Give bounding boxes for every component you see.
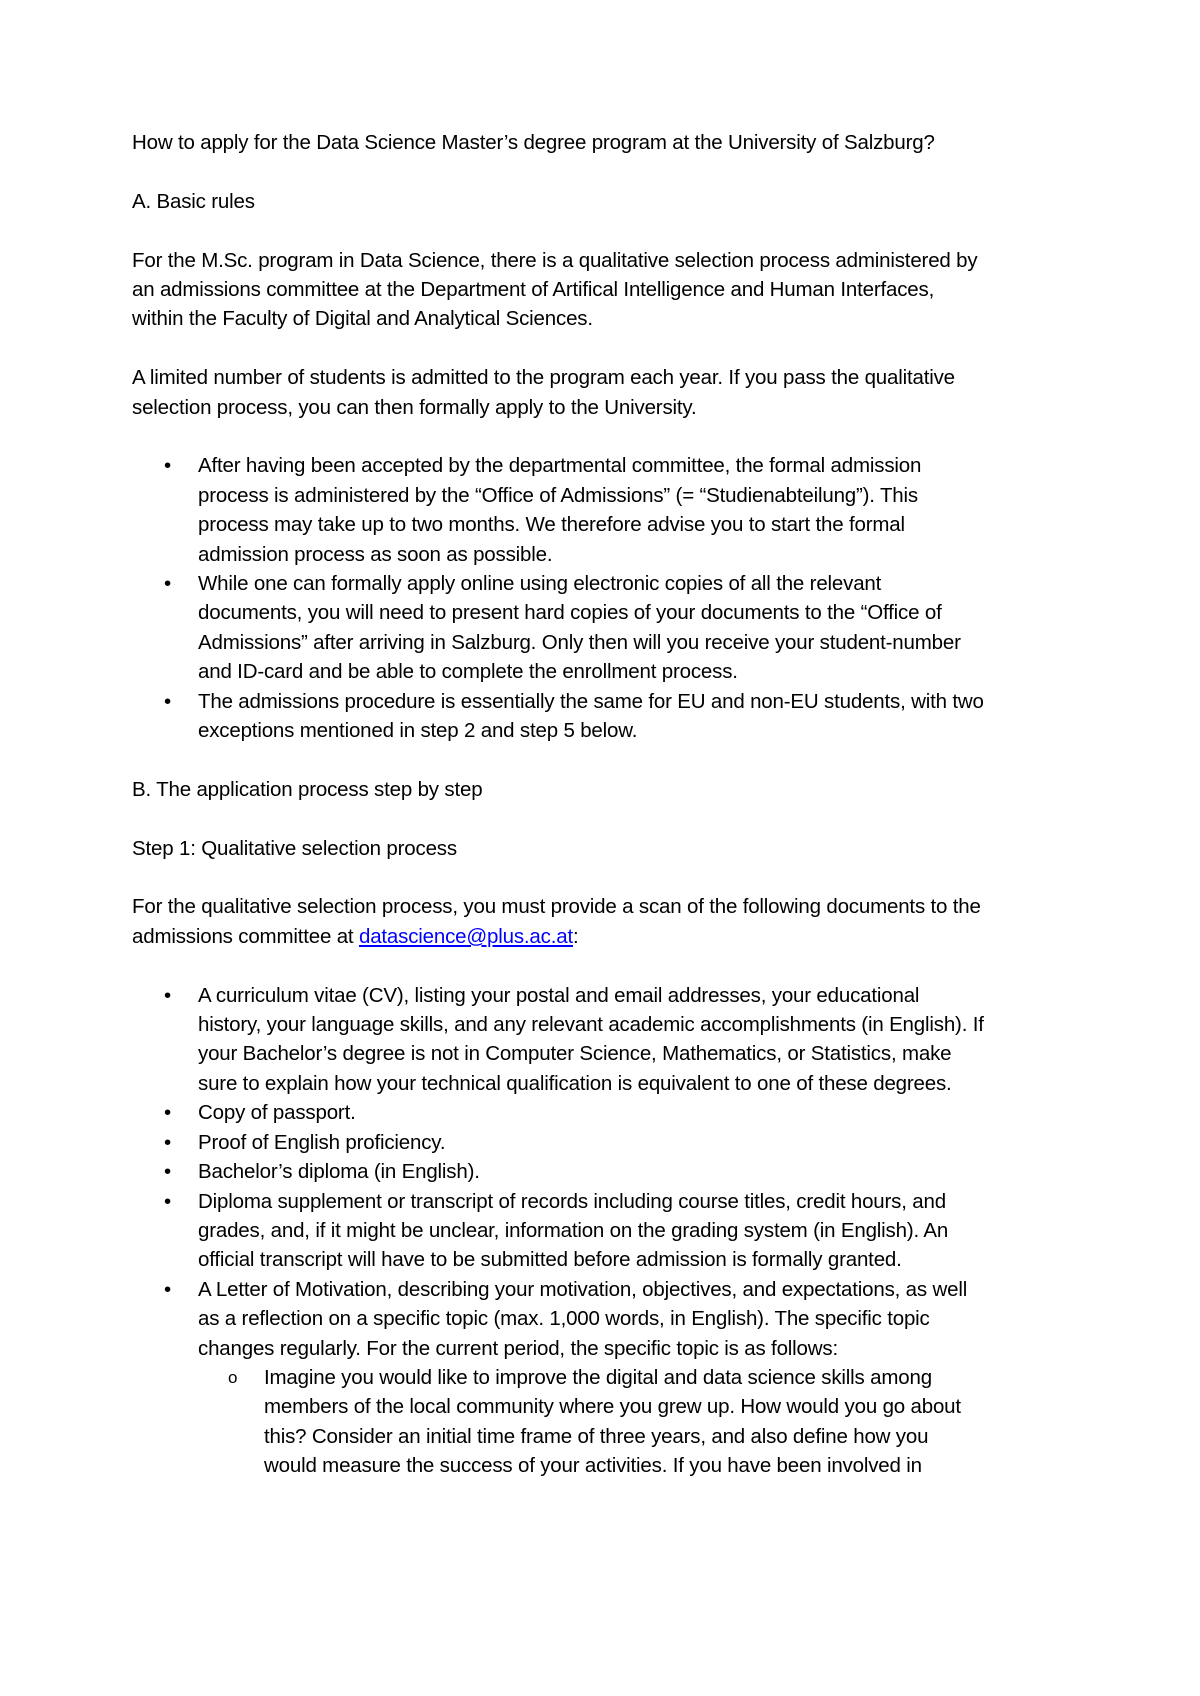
list-item-text: A curriculum vitae (CV), listing your postal and email addresses, your educational history, your language skills, and any relevant academic accomplishments (in English). If your Bachelor’s degree is not in Computer Science, Mathematics, or Statistics, make sure to explain how your technical qualification is equivalent to one of these degrees. <box>198 983 984 1095</box>
paragraph-basic-rules-1: For the M.Sc. program in Data Science, there is a qualitative selection process administered by an admissions committee at the Department of Artifical Intelligence and Human Interfaces, within the Faculty of Digital and Analytical Sciences. <box>132 248 978 331</box>
list-item-text: Proof of English proficiency. <box>198 1130 446 1154</box>
list-item <box>132 1275 984 1481</box>
page-title: How to apply for the Data Science Master’s degree program at the University of Salzburg? <box>132 131 935 154</box>
list-item-text: Diploma supplement or transcript of records including course titles, credit hours, and grades, and, if it might be unclear, information on the grading system (in English). An official transcript will have to be submitted before admission is formally granted. <box>198 1189 949 1272</box>
list-item-text: The admissions procedure is essentially the same for EU and non-EU students, with two exceptions mentioned in step 2 and step 5 below. <box>198 689 984 743</box>
spacer <box>132 334 984 363</box>
spacer <box>132 745 984 774</box>
basic-rules-bullet-list <box>132 451 984 745</box>
list-item-text: Copy of passport. <box>198 1101 356 1125</box>
list-item-text: While one can formally apply online using electronic copies of all the relevant documents, you will need to present hard copies of your documents to the “Office of Admissions” after arriving in Salzburg. Only then will you receive your student-number and ID-card and be able to complete the enrollment process. <box>198 572 961 684</box>
step-1-heading: Step 1: Qualitative selection process <box>132 836 457 860</box>
list-item <box>132 981 984 1099</box>
email-link-datascience[interactable]: datascience@plus.ac.at <box>358 924 573 948</box>
spacer <box>132 422 984 451</box>
list-item <box>132 451 984 569</box>
step-1-intro-text: For the qualitative selection process, you must provide a scan of the following documents to the admissions committee at <box>132 895 981 948</box>
spacer <box>132 951 984 980</box>
list-item <box>132 1157 984 1186</box>
sub-list-item-text: Imagine you would like to improve the digital and data science skills among members of the local community where you grew up. How would you go about this? Consider an initial time frame of three years, and also define how you would measure the success of your activities. If you have been involved in <box>264 1365 961 1478</box>
spacer <box>132 157 984 186</box>
bullet-marker: • <box>164 689 171 713</box>
bullet-marker: • <box>164 572 171 596</box>
sub-list-item <box>198 1363 984 1481</box>
list-item <box>132 1187 984 1275</box>
list-item <box>132 569 984 687</box>
paragraph-basic-rules-2: A limited number of students is admitted to the program each year. If you pass the qualitative selection process, you can then formally apply to the University. <box>132 366 955 419</box>
list-item-text: After having been accepted by the departmental committee, the formal admission process is administered by the “Office of Admissions” (= “Studienabteilung”). This process may take up to two months. We therefore advise you to start the formal admission process as soon as possible. <box>198 454 922 566</box>
list-item <box>132 1128 984 1157</box>
sub-bullet-marker: o <box>228 1367 238 1387</box>
bullet-marker: • <box>164 454 171 478</box>
sub-bullet-list <box>198 1363 984 1481</box>
list-item-text: A Letter of Motivation, describing your motivation, objectives, and expectations, as well as a reflection on a specific topic (max. 1,000 words, in English). The specific topic changes regularly. For the current period, the specific topic is as follows: <box>198 1277 968 1360</box>
paragraph-step-1-intro <box>132 892 984 951</box>
list-item <box>132 1098 984 1127</box>
bullet-marker: • <box>164 1101 171 1125</box>
bullet-marker: • <box>164 1130 171 1154</box>
spacer <box>132 804 984 833</box>
section-heading-a: A. Basic rules <box>132 189 255 213</box>
list-item <box>132 687 984 746</box>
bullet-marker: • <box>164 1189 171 1213</box>
section-heading-b: B. The application process step by step <box>132 777 483 801</box>
list-item-text: Bachelor’s diploma (in English). <box>198 1160 480 1184</box>
document-body <box>132 128 984 1481</box>
documents-bullet-list <box>132 981 984 1481</box>
bullet-marker: • <box>164 1160 171 1184</box>
bullet-marker: • <box>164 1277 171 1301</box>
spacer <box>132 216 984 245</box>
spacer <box>132 863 984 892</box>
step-1-intro-colon: : <box>572 924 579 948</box>
bullet-marker: • <box>164 983 171 1007</box>
